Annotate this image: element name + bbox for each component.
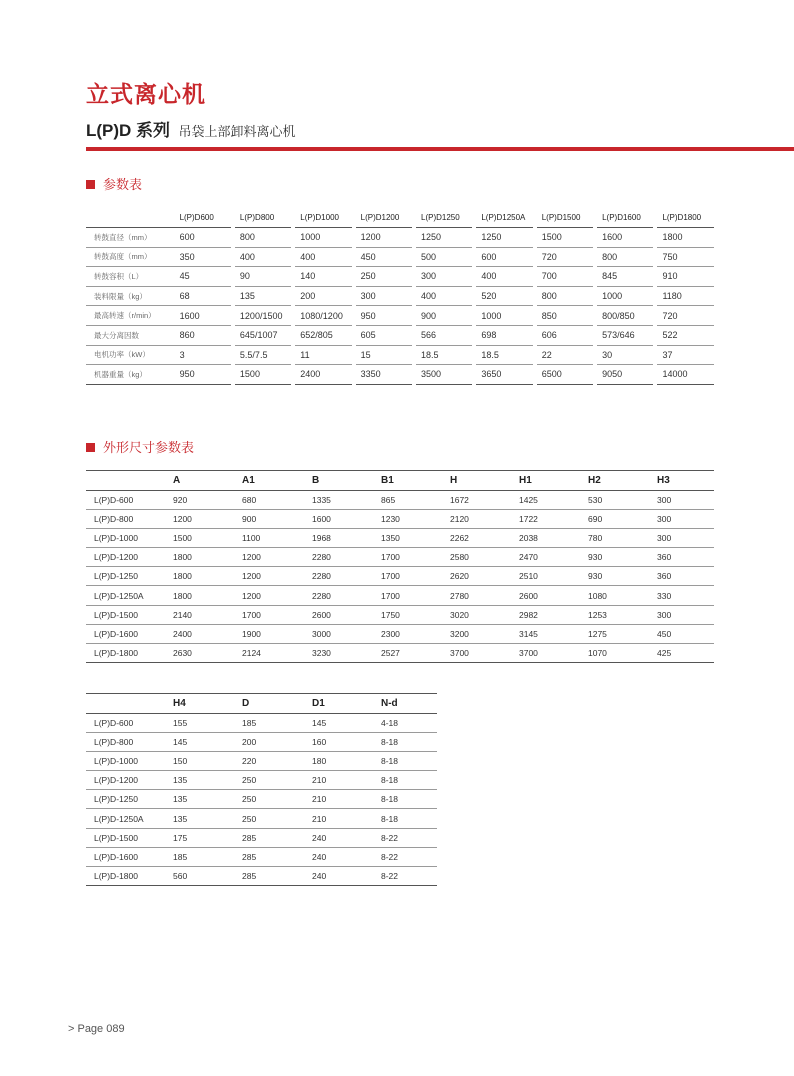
params-cell: 400 [235,247,291,267]
dims-cell: 2300 [379,624,448,643]
dims-cell: 1750 [379,605,448,624]
dims-cell: 2124 [240,643,310,662]
dims-cell: 1700 [379,548,448,567]
params-cell: 3500 [416,365,472,385]
dims-cell: 1700 [379,567,448,586]
dims-row [86,586,714,605]
params-cell: 573/646 [597,325,653,345]
dims-row [86,790,437,809]
dims-cell: 135 [171,809,240,828]
dims-cell: 3230 [310,643,379,662]
params-cell: 300 [356,286,412,306]
dims-row [86,624,714,643]
params-cell: 1080/1200 [295,306,351,326]
dims-row-label: L(P)D-1600 [86,624,171,643]
params-cell: 520 [476,286,532,306]
dims-cell: 1335 [310,491,379,510]
params-cell: 910 [657,267,714,287]
dims-heading-text: 外形尺寸参数表 [103,440,195,455]
params-cell: 1600 [175,306,231,326]
dims-cell: 2527 [379,643,448,662]
params-row-label: 最大分离因数 [86,325,175,345]
params-cell: 652/805 [295,325,351,345]
dims-row-label: L(P)D-1500 [86,605,171,624]
params-cell: 845 [597,267,653,287]
params-cell: 30 [597,345,653,365]
params-cell: 720 [657,306,714,326]
params-cell: 400 [416,286,472,306]
dims-column-header: D1 [310,694,379,714]
params-cell: 90 [235,267,291,287]
params-cell: 750 [657,247,714,267]
dims-header-corner [86,694,171,714]
dims-cell: 8-18 [379,790,437,809]
params-cell: 5.5/7.5 [235,345,291,365]
dims-row-label: L(P)D-1250 [86,567,171,586]
dims-cell: 145 [310,714,379,733]
params-column-header: L(P)D1600 [597,208,653,228]
dims-row [86,510,714,529]
dims-cell: 250 [240,809,310,828]
dims-cell: 250 [240,771,310,790]
params-cell: 1180 [657,286,714,306]
params-cell: 950 [356,306,412,326]
dims-cell: 530 [586,491,655,510]
dims-cell: 285 [240,866,310,885]
params-table [86,208,714,385]
dims-cell: 1700 [379,586,448,605]
page-title: 立式离心机 [86,81,206,107]
dims-table-2 [86,693,437,886]
dims-cell: 2280 [310,567,379,586]
dims-row [86,828,437,847]
dims-row-label: L(P)D-1200 [86,771,171,790]
dims-row [86,529,714,548]
params-cell: 6500 [537,365,593,385]
dims-cell: 135 [171,771,240,790]
params-cell: 14000 [657,365,714,385]
dims-cell: 150 [171,752,240,771]
dims-cell: 300 [655,605,714,624]
dims-cell: 1080 [586,586,655,605]
params-row-label: 电机功率（kW） [86,345,175,365]
dims-cell: 2780 [448,586,517,605]
params-cell: 800 [235,228,291,248]
dims-cell: 425 [655,643,714,662]
params-column-header: L(P)D1500 [537,208,593,228]
dims-cell: 1200 [171,510,240,529]
params-cell: 3350 [356,365,412,385]
dims-cell: 8-18 [379,733,437,752]
dims-cell: 2600 [517,586,586,605]
dims-cell: 2120 [448,510,517,529]
section-marker-icon [86,180,95,189]
dims-cell: 210 [310,809,379,828]
dims-row [86,714,437,733]
params-cell: 18.5 [476,345,532,365]
dims-cell: 8-22 [379,866,437,885]
dims-cell: 1100 [240,529,310,548]
dims-cell: 1800 [171,567,240,586]
dims-cell: 1700 [240,605,310,624]
dims-cell: 8-18 [379,752,437,771]
dims-header-row [86,694,437,714]
dims-cell: 2400 [171,624,240,643]
params-row [86,228,714,248]
params-column-header: L(P)D1250A [476,208,532,228]
dims-cell: 3200 [448,624,517,643]
params-header-row [86,208,714,228]
params-cell: 600 [175,228,231,248]
dims-cell: 330 [655,586,714,605]
params-column-header: L(P)D800 [235,208,291,228]
dims-row [86,771,437,790]
dims-cell: 3700 [448,643,517,662]
dims-cell: 135 [171,790,240,809]
params-header-corner [86,208,175,228]
dims-column-header: H1 [517,471,586,491]
params-cell: 1500 [537,228,593,248]
dims-row-label: L(P)D-1000 [86,752,171,771]
params-row-label: 转鼓高度（mm） [86,247,175,267]
dims-cell: 185 [240,714,310,733]
params-cell: 1200 [356,228,412,248]
dims-cell: 2982 [517,605,586,624]
dims-row [86,733,437,752]
dims-cell: 900 [240,510,310,529]
dims-cell: 2470 [517,548,586,567]
params-cell: 1800 [657,228,714,248]
dims-row [86,809,437,828]
params-row [86,286,714,306]
dims-row [86,567,714,586]
dims-cell: 1672 [448,491,517,510]
dims-header-row [86,471,714,491]
section-marker-icon [86,443,95,452]
params-cell: 1200/1500 [235,306,291,326]
params-row-label: 最高转速（r/min） [86,306,175,326]
dims-cell: 2620 [448,567,517,586]
dims-row [86,866,437,885]
dims-cell: 145 [171,733,240,752]
dims-cell: 1500 [171,529,240,548]
dims-row-label: L(P)D-800 [86,510,171,529]
dims-cell: 780 [586,529,655,548]
dims-cell: 1200 [240,567,310,586]
params-cell: 950 [175,365,231,385]
params-cell: 37 [657,345,714,365]
dims-cell: 930 [586,548,655,567]
params-row-label: 机器重量（kg） [86,365,175,385]
dims-header-corner [86,471,171,491]
dims-cell: 690 [586,510,655,529]
params-cell: 1250 [416,228,472,248]
params-cell: 606 [537,325,593,345]
params-cell: 3650 [476,365,532,385]
dims-cell: 920 [171,491,240,510]
dims-column-header: A [171,471,240,491]
subtitle [86,116,296,141]
params-cell: 860 [175,325,231,345]
params-column-header: L(P)D1200 [356,208,412,228]
dims-column-header: H2 [586,471,655,491]
dims-row-label: L(P)D-1250 [86,790,171,809]
params-row [86,365,714,385]
params-row-label: 装料限量（kg） [86,286,175,306]
dims-cell: 8-22 [379,847,437,866]
dims-row-label: L(P)D-600 [86,491,171,510]
dims-cell: 360 [655,567,714,586]
dims-cell: 300 [655,529,714,548]
dims-cell: 1425 [517,491,586,510]
params-cell: 1000 [597,286,653,306]
dims-cell: 1800 [171,548,240,567]
dims-cell: 2580 [448,548,517,567]
dims-cell: 175 [171,828,240,847]
params-cell: 400 [476,267,532,287]
params-cell: 605 [356,325,412,345]
dims-column-header: B1 [379,471,448,491]
dims-cell: 285 [240,847,310,866]
dims-row-label: L(P)D-1250A [86,586,171,605]
params-column-header: L(P)D600 [175,208,231,228]
params-row [86,345,714,365]
params-cell: 900 [416,306,472,326]
title-divider [86,147,794,151]
dims-cell: 4-18 [379,714,437,733]
dims-cell: 450 [655,624,714,643]
params-row-label: 转鼓直径（mm） [86,228,175,248]
params-cell: 68 [175,286,231,306]
dims-row [86,847,437,866]
params-cell: 700 [537,267,593,287]
dims-cell: 3145 [517,624,586,643]
dims-cell: 3020 [448,605,517,624]
params-section-heading [86,174,142,193]
params-cell: 400 [295,247,351,267]
params-column-header: L(P)D1800 [657,208,714,228]
dims-cell: 1800 [171,586,240,605]
params-cell: 800/850 [597,306,653,326]
dims-cell: 3700 [517,643,586,662]
dims-column-header: H3 [655,471,714,491]
dims-cell: 240 [310,847,379,866]
params-cell: 2400 [295,365,351,385]
dims-cell: 930 [586,567,655,586]
params-cell: 140 [295,267,351,287]
dims-column-header: H [448,471,517,491]
params-cell: 250 [356,267,412,287]
dims-table-1 [86,470,714,663]
dims-cell: 2510 [517,567,586,586]
dims-cell: 2630 [171,643,240,662]
params-cell: 698 [476,325,532,345]
dims-cell: 285 [240,828,310,847]
dims-cell: 300 [655,510,714,529]
dims-cell: 2280 [310,586,379,605]
params-cell: 566 [416,325,472,345]
params-column-header: L(P)D1250 [416,208,472,228]
params-row [86,306,714,326]
dims-cell: 1968 [310,529,379,548]
params-cell: 1250 [476,228,532,248]
dims-cell: 180 [310,752,379,771]
params-cell: 350 [175,247,231,267]
dims-cell: 1200 [240,548,310,567]
params-cell: 600 [476,247,532,267]
params-heading-text: 参数表 [103,177,143,192]
dims-cell: 1230 [379,510,448,529]
dims-cell: 2262 [448,529,517,548]
params-cell: 22 [537,345,593,365]
params-cell: 522 [657,325,714,345]
dims-row [86,491,714,510]
params-cell: 15 [356,345,412,365]
dims-cell: 560 [171,866,240,885]
dims-row-label: L(P)D-1500 [86,828,171,847]
dims-cell: 1253 [586,605,655,624]
params-cell: 135 [235,286,291,306]
params-cell: 645/1007 [235,325,291,345]
dims-cell: 1275 [586,624,655,643]
params-cell: 3 [175,345,231,365]
params-row-label: 转鼓容积（L） [86,267,175,287]
dims-cell: 210 [310,790,379,809]
params-cell: 11 [295,345,351,365]
dims-cell: 1070 [586,643,655,662]
dims-row [86,643,714,662]
dims-cell: 1200 [240,586,310,605]
params-cell: 1600 [597,228,653,248]
dims-cell: 155 [171,714,240,733]
dims-cell: 8-18 [379,771,437,790]
dims-column-header: N-d [379,694,437,714]
params-cell: 720 [537,247,593,267]
params-cell: 200 [295,286,351,306]
series-description: 吊袋上部卸料离心机 [178,124,296,139]
dims-cell: 160 [310,733,379,752]
dims-row-label: L(P)D-1800 [86,866,171,885]
dims-column-header: A1 [240,471,310,491]
dims-row [86,548,714,567]
params-cell: 800 [597,247,653,267]
dims-row-label: L(P)D-600 [86,714,171,733]
dims-cell: 3000 [310,624,379,643]
dims-column-header: D [240,694,310,714]
params-cell: 450 [356,247,412,267]
params-cell: 1500 [235,365,291,385]
params-cell: 18.5 [416,345,472,365]
params-cell: 9050 [597,365,653,385]
params-cell: 850 [537,306,593,326]
params-cell: 800 [537,286,593,306]
dims-row [86,752,437,771]
dims-section-heading [86,437,194,456]
dims-cell: 2280 [310,548,379,567]
dims-cell: 1722 [517,510,586,529]
dims-row-label: L(P)D-1250A [86,809,171,828]
dims-cell: 185 [171,847,240,866]
params-row [86,247,714,267]
dims-cell: 1900 [240,624,310,643]
params-cell: 45 [175,267,231,287]
dims-column-header: B [310,471,379,491]
params-cell: 500 [416,247,472,267]
dims-row-label: L(P)D-1800 [86,643,171,662]
dims-cell: 1600 [310,510,379,529]
dims-cell: 250 [240,790,310,809]
dims-cell: 2038 [517,529,586,548]
params-cell: 1000 [295,228,351,248]
dims-column-header: H4 [171,694,240,714]
dims-cell: 680 [240,491,310,510]
dims-row-label: L(P)D-1000 [86,529,171,548]
dims-row [86,605,714,624]
params-column-header: L(P)D1000 [295,208,351,228]
dims-cell: 210 [310,771,379,790]
dims-cell: 240 [310,828,379,847]
dims-cell: 200 [240,733,310,752]
dims-cell: 2600 [310,605,379,624]
dims-row-label: L(P)D-1200 [86,548,171,567]
params-cell: 1000 [476,306,532,326]
dims-cell: 240 [310,866,379,885]
dims-cell: 8-22 [379,828,437,847]
dims-cell: 8-18 [379,809,437,828]
params-row [86,267,714,287]
series-model: L(P)D 系列 [86,121,171,140]
dims-cell: 360 [655,548,714,567]
dims-row-label: L(P)D-1600 [86,847,171,866]
page-number: > Page 089 [68,1023,125,1035]
dims-row-label: L(P)D-800 [86,733,171,752]
dims-cell: 300 [655,491,714,510]
dims-cell: 220 [240,752,310,771]
dims-cell: 2140 [171,605,240,624]
dims-cell: 865 [379,491,448,510]
params-cell: 300 [416,267,472,287]
params-row [86,325,714,345]
dims-cell: 1350 [379,529,448,548]
